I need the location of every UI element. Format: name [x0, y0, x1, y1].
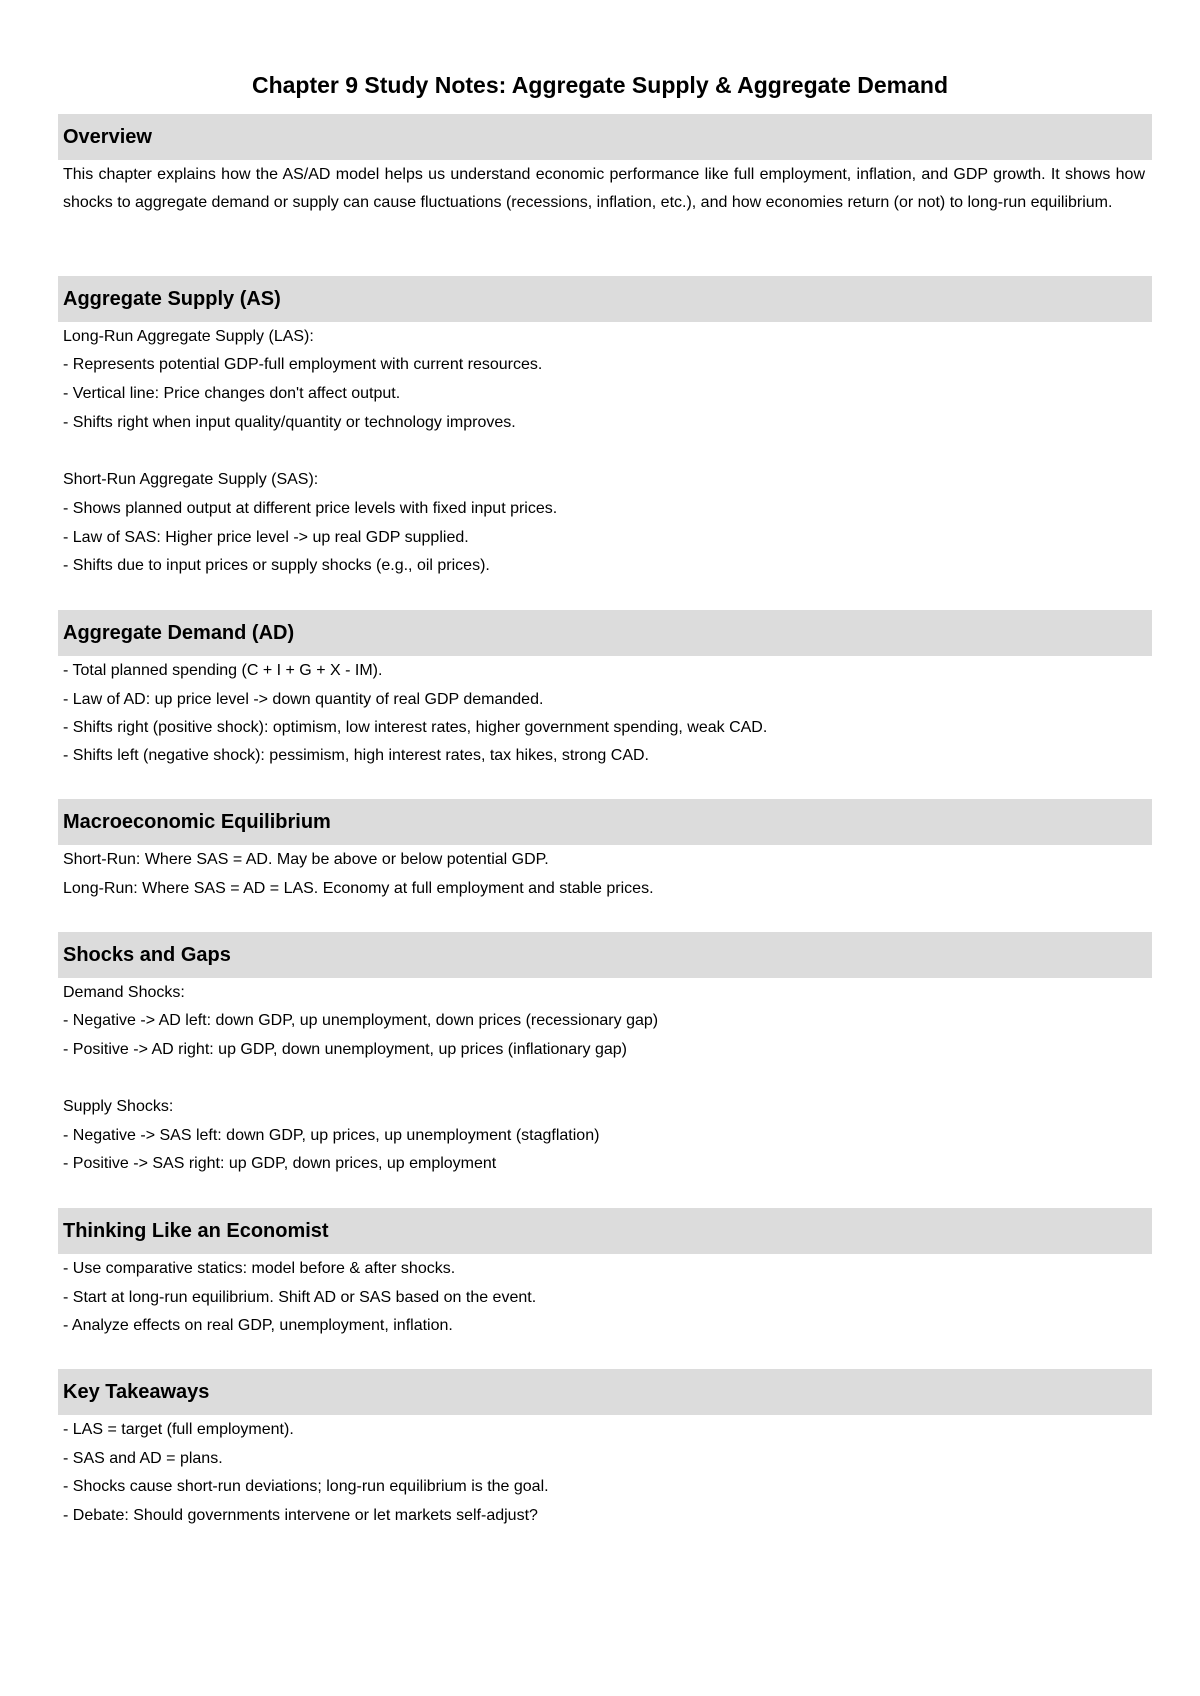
document-title: Chapter 9 Study Notes: Aggregate Supply & Aggregate Demand — [251, 72, 949, 98]
section-heading-shocks-and-gaps: Shocks and Gaps — [58, 932, 1152, 978]
list-item: - Law of AD: up price level -> down quantity of real GDP demanded. — [63, 691, 544, 708]
list-item: - Shows planned output at different price levels with fixed input prices. — [63, 500, 558, 517]
list-item: - Negative -> SAS left: down GDP, up prices, up unemployment (stagflation) — [63, 1127, 600, 1144]
list-item: - Analyze effects on real GDP, unemployment, inflation. — [63, 1317, 453, 1334]
list-item: - Shifts left (negative shock): pessimism, high interest rates, tax hikes, strong CAD. — [63, 747, 649, 764]
list-item: - Debate: Should governments intervene or let markets self-adjust? — [63, 1507, 538, 1524]
list-item: - Shifts right when input quality/quantity or technology improves. — [63, 414, 516, 431]
list-item: - Negative -> AD left: down GDP, up unemployment, down prices (recessionary gap) — [63, 1012, 659, 1029]
section-heading-thinking-like-an-economist: Thinking Like an Economist — [58, 1208, 1152, 1254]
section-heading-aggregate-demand: Aggregate Demand (AD) — [58, 610, 1152, 656]
list-item: - Represents potential GDP-full employment with current resources. — [63, 356, 543, 373]
section-heading-key-takeaways: Key Takeaways — [58, 1369, 1152, 1415]
list-item: Supply Shocks: — [63, 1098, 174, 1115]
list-item: - Positive -> SAS right: up GDP, down prices, up employment — [63, 1155, 497, 1172]
list-item: - Shocks cause short-run deviations; long-run equilibrium is the goal. — [63, 1478, 549, 1495]
list-item: Short-Run Aggregate Supply (SAS): — [63, 471, 319, 488]
list-item: Short-Run: Where SAS = AD. May be above or below potential GDP. — [63, 851, 549, 868]
list-item: - Vertical line: Price changes don't affect output. — [63, 385, 401, 402]
overview-paragraph: This chapter explains how the AS/AD model helps us understand economic performance like full employment, inflation, and GDP growth. It shows how shocks to aggregate demand or supply can cause fluctuations (recessions, inflation, etc.), and how economies return (or not) to long-run equilibrium. — [63, 166, 1145, 211]
list-item: - SAS and AD = plans. — [63, 1450, 223, 1467]
list-item: - Start at long-run equilibrium. Shift AD or SAS based on the event. — [63, 1289, 537, 1306]
list-item: - Shifts due to input prices or supply shocks (e.g., oil prices). — [63, 557, 490, 574]
list-item: - Positive -> AD right: up GDP, down unemployment, up prices (inflationary gap) — [63, 1041, 627, 1058]
list-item: - Law of SAS: Higher price level -> up real GDP supplied. — [63, 529, 469, 546]
list-item: - Total planned spending (C + I + G + X - IM). — [63, 662, 383, 679]
list-item: Demand Shocks: — [63, 984, 185, 1001]
section-heading-overview: Overview — [58, 114, 1152, 160]
section-heading-macroeconomic-equilibrium: Macroeconomic Equilibrium — [58, 799, 1152, 845]
list-item: - LAS = target (full employment). — [63, 1421, 294, 1438]
list-item: - Shifts right (positive shock): optimism, low interest rates, higher government spending, weak CAD. — [63, 719, 768, 736]
list-item: Long-Run Aggregate Supply (LAS): — [63, 328, 314, 345]
section-heading-aggregate-supply: Aggregate Supply (AS) — [58, 276, 1152, 322]
list-item: Long-Run: Where SAS = AD = LAS. Economy at full employment and stable prices. — [63, 880, 654, 897]
list-item: - Use comparative statics: model before & after shocks. — [63, 1260, 456, 1277]
